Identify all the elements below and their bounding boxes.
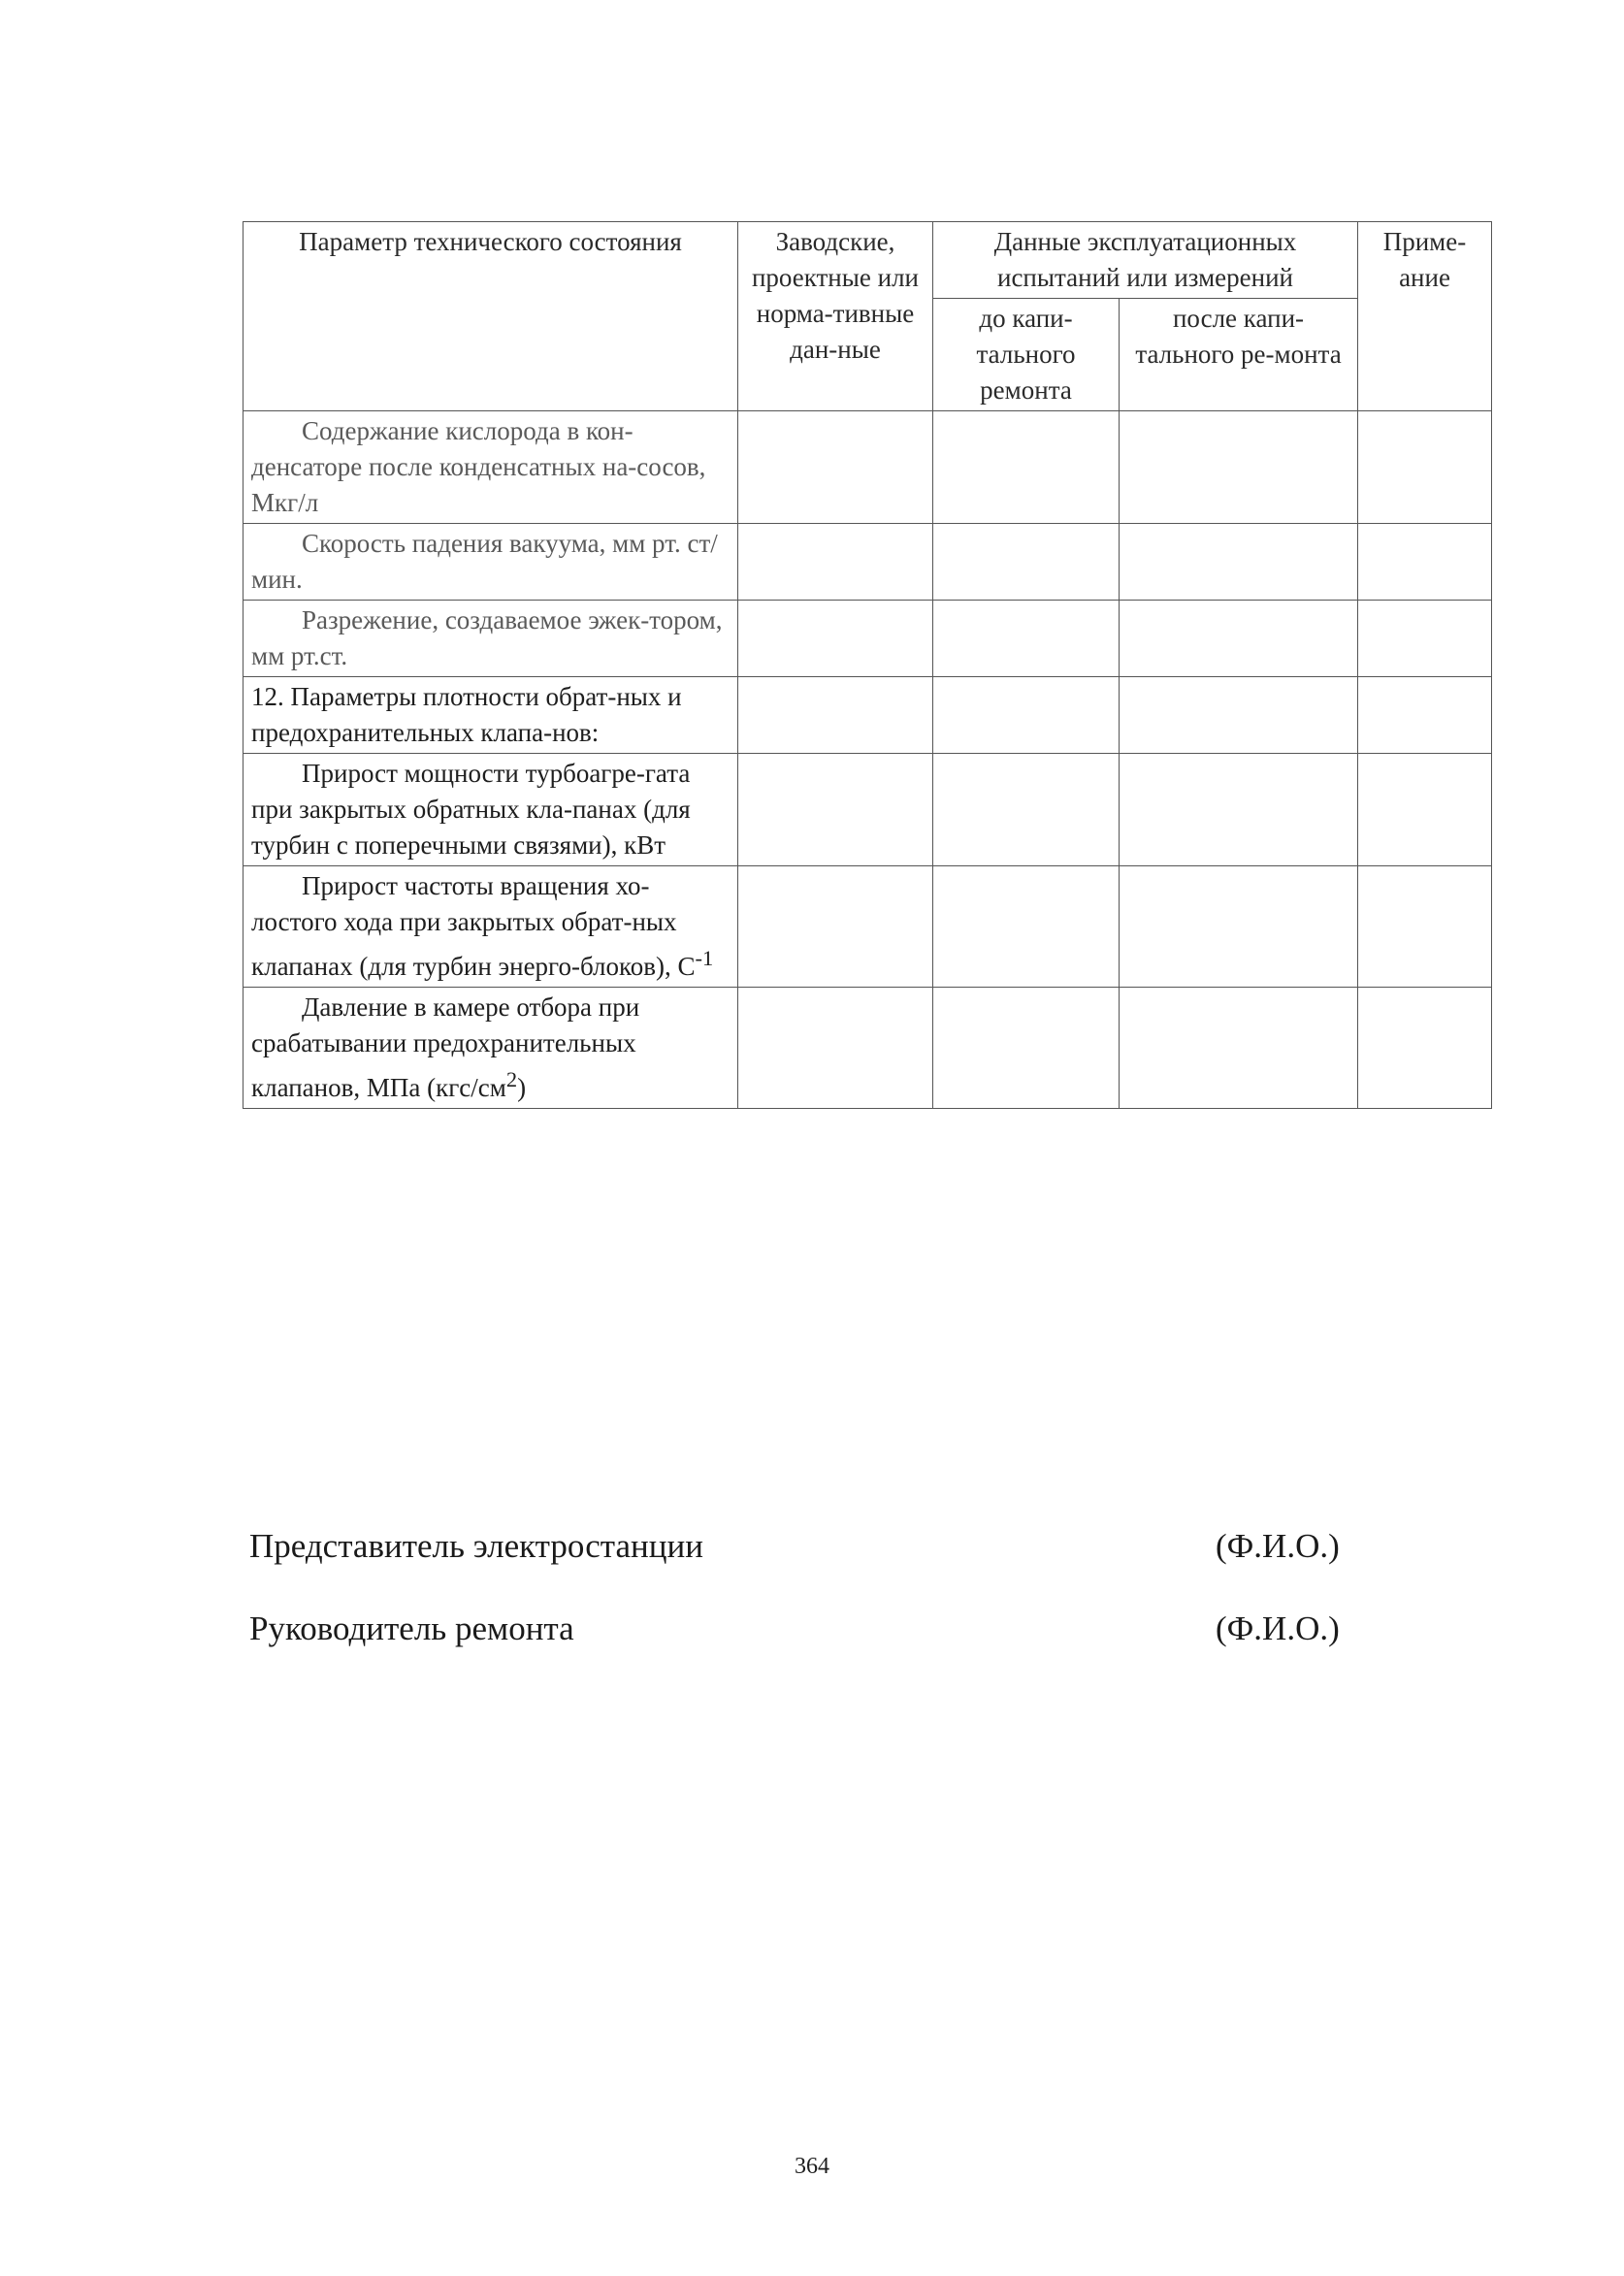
header-parameter: Параметр технического состояния	[244, 222, 738, 411]
param-text: 12. Параметры плотности обрат-ных и предохранительных клапа-нов:	[251, 682, 682, 747]
header-operational-data: Данные эксплуатационных испытаний или измерений	[933, 222, 1358, 299]
header-after-repair: после капи-тального ре-монта	[1120, 299, 1358, 411]
param-text: Разрежение, создаваемое эжек-тором, мм рт.ст.	[251, 605, 723, 670]
factory-cell	[738, 866, 933, 988]
param-text	[251, 868, 730, 985]
before-cell	[933, 677, 1120, 754]
header-before-repair: до капи-тального ремонта	[933, 299, 1120, 411]
signature-fio-station-representative: (Ф.И.О.)	[1216, 1527, 1340, 1565]
before-cell	[933, 754, 1120, 866]
after-cell	[1120, 524, 1358, 601]
before-cell	[933, 411, 1120, 524]
param-cell	[244, 677, 738, 754]
factory-cell	[738, 524, 933, 601]
param-cell	[244, 524, 738, 601]
table-row	[244, 754, 1492, 866]
param-cell	[244, 988, 738, 1109]
signature-fio-repair-manager: (Ф.И.О.)	[1216, 1609, 1340, 1647]
signature-label-repair-manager: Руководитель ремонта	[249, 1609, 574, 1647]
before-cell	[933, 988, 1120, 1109]
header-note: Приме-ание	[1358, 222, 1492, 411]
after-cell	[1120, 411, 1358, 524]
after-cell	[1120, 988, 1358, 1109]
param-text: Скорость падения вакуума, мм рт. ст/мин.	[251, 529, 718, 594]
note-cell	[1358, 754, 1492, 866]
param-tail-text: )	[517, 1073, 527, 1102]
after-cell	[1120, 601, 1358, 677]
table-row	[244, 866, 1492, 988]
note-cell	[1358, 866, 1492, 988]
before-cell	[933, 866, 1120, 988]
note-cell	[1358, 411, 1492, 524]
param-cell	[244, 754, 738, 866]
factory-cell	[738, 988, 933, 1109]
after-cell	[1120, 677, 1358, 754]
table-row	[244, 677, 1492, 754]
header-factory-data: Заводские, проектные или норма-тивные дан-ные	[738, 222, 933, 411]
signature-label-station-representative: Представитель электростанции	[249, 1527, 703, 1565]
param-cell	[244, 866, 738, 988]
table-row	[244, 524, 1492, 601]
param-superscript: -1	[695, 946, 714, 970]
param-cell	[244, 601, 738, 677]
param-text	[251, 990, 730, 1106]
note-cell	[1358, 524, 1492, 601]
page-number: 364	[795, 2154, 829, 2179]
param-superscript: 2	[505, 1067, 518, 1091]
before-cell	[933, 601, 1120, 677]
after-cell	[1120, 866, 1358, 988]
factory-cell	[738, 411, 933, 524]
table-row	[244, 411, 1492, 524]
param-text: Прирост мощности турбоагре-гата при закрытых обратных кла-панах (для турбин с поперечными связями), кВт	[251, 759, 691, 860]
table-row	[244, 601, 1492, 677]
note-cell	[1358, 988, 1492, 1109]
after-cell	[1120, 754, 1358, 866]
param-main-text: Давление в камере отбора при срабатывании предохранительных клапанов, МПа (кгс/см	[251, 992, 640, 1102]
technical-condition-table	[243, 221, 1492, 1109]
before-cell	[933, 524, 1120, 601]
table-row	[244, 988, 1492, 1109]
param-cell	[244, 411, 738, 524]
param-main-text: Прирост частоты вращения хо-лостого хода при закрытых обрат-ных клапанах (для турбин энерго-блоков), С	[251, 871, 696, 981]
factory-cell	[738, 601, 933, 677]
factory-cell	[738, 677, 933, 754]
note-cell	[1358, 601, 1492, 677]
note-cell	[1358, 677, 1492, 754]
factory-cell	[738, 754, 933, 866]
param-text: Содержание кислорода в кон-денсаторе после конденсатных на-сосов, Мкг/л	[251, 416, 706, 517]
